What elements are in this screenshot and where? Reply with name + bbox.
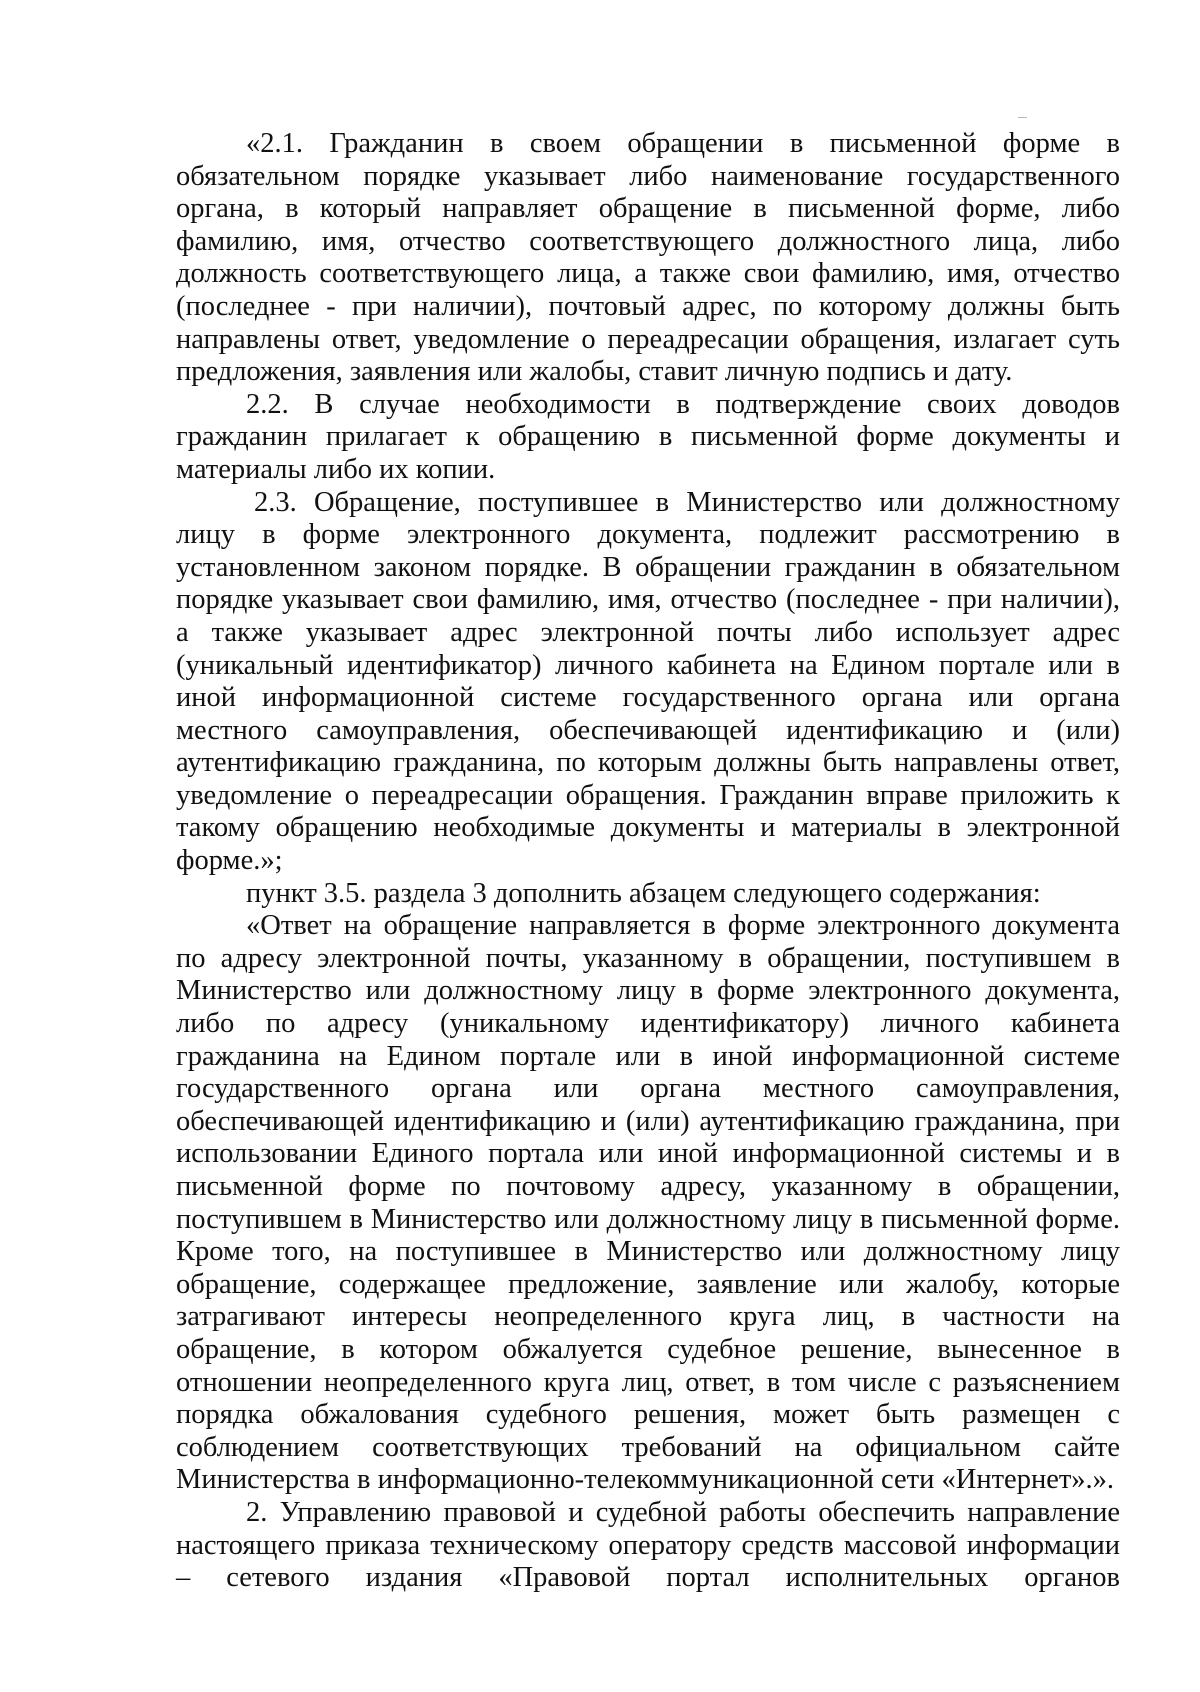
paragraph-item-2: 2. Управлению правовой и судебной работы обеспечить направление настоящего приказа техническому оператору средств массовой информации – сетевого издания «Правовой портал исполнительных органов [176,1496,1120,1594]
paragraph-2-3: 2.3. Обращение, поступившее в Министерство или должностному лицу в форме электронного документа, подлежит рассмотрению в установленном законом порядке. В обращении гражданин в обязательном порядке указывает свои фамилию, имя, отчество (последнее - при наличии), а также указывает адрес электронной почты либо использует адрес (уникальный идентификатор) личного кабинета на Едином портале или в иной информационной системе государственного органа или органа местного самоуправления, обеспечивающей идентификацию и (или) аутентификацию гражданина, по которым должны быть направлены ответ, уведомление о переадресации обращения. Гражданин вправе приложить к такому обращению необходимые документы и материалы в электронной форме.»; [176,486,1120,877]
paragraph-2-1: «2.1. Гражданин в своем обращении в письменной форме в обязательном порядке указывает либо наименование государственного органа, в который направляет обращение в письменной форме, либо фамилию, имя, отчество соответствующего должностного лица, либо должность соответствующего лица, а также свои фамилию, имя, отчество (последнее - при наличии), почтовый адрес, по которому должны быть направлены ответ, уведомление о переадресации обращения, излагает суть предложения, заявления или жалобы, ставит личную подпись и дату. [176,128,1120,388]
margin-tick-mark [1018,117,1027,118]
paragraph-item-3-5: пункт 3.5. раздела 3 дополнить абзацем следующего содержания: [246,877,1041,909]
paragraph-answer-text: «Ответ на обращение направляется в форме электронного документа по адресу электронной почты, указанному в обращении, поступившем в Министерство или должностному лицу в форме электронного документа, либо по адресу (уникальному идентификатору) личного кабинета гражданина на Едином портале или в иной информационной системе государственного органа или органа местного самоуправления, обеспечивающей идентификацию и (или) аутентификацию гражданина, при использовании Единого портала или иной информационной системы и в письменной форме по почтовому адресу, указанному в обращении, поступившем в Министерство или должностному лицу в письменной форме. Кроме того, на поступившее в Министерство или должностному лицу обращение, содержащее предложение, заявление или жалобу, которые затрагивают интересы неопределенного круга лиц, в частности на обращение, в котором обжалуется судебное решение, вынесенное в отношении неопределенного круга лиц, ответ, в том числе с разъяснением порядка обжалования судебного решения, может быть размещен с соблюдением соответствующих требований на официальном сайте Министерства в информационно-телекоммуникационной сети «Интернет».». [176,910,1120,1496]
document-body [176,128,1120,1595]
paragraph-2-2: 2.2. В случае необходимости в подтверждение своих доводов гражданин прилагает к обращению в письменной форме документы и материалы либо их копии. [176,388,1120,485]
